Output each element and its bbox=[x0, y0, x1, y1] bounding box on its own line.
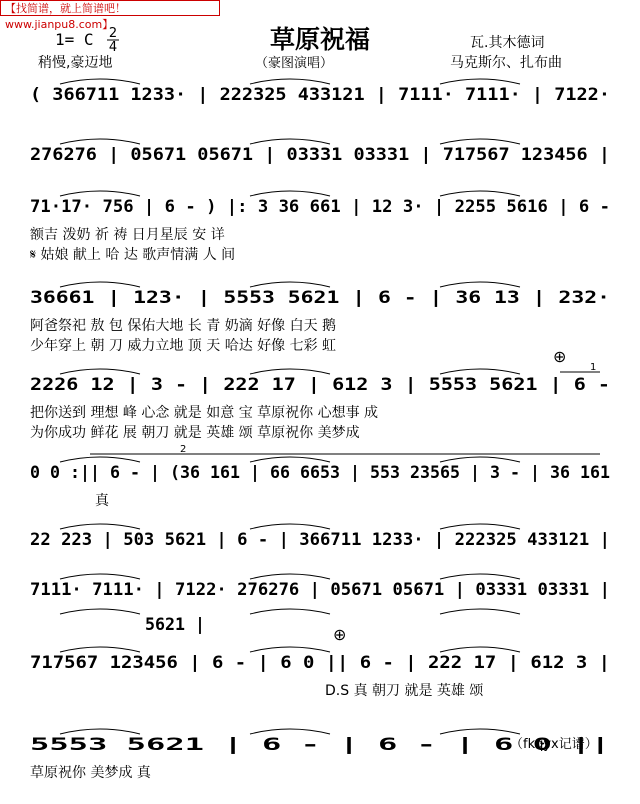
notation-row: ( 366711 1233· | 222325 433121 | 7111· 7111· | 7122· bbox=[30, 85, 610, 105]
slur-arc bbox=[250, 369, 330, 374]
song-title: 草原祝福 bbox=[269, 25, 370, 54]
lyrics-verse-2: 𝄋 姑娘 献上 哈 达 歌声情满 人 间 bbox=[30, 247, 236, 263]
notation-row: 36661 | 123· | 5553 5621 | 6 - | 36 13 | 232· bbox=[30, 288, 610, 308]
notation-row: 2226 12 | 3 - | 222 17 | 612 3 | 5553 5621 | 6 - bbox=[30, 375, 610, 395]
lyrics-verse-1: 额吉 泼奶 祈 祷 日月星辰 安 详 bbox=[30, 227, 225, 243]
slur-arc bbox=[250, 609, 330, 614]
tempo-marking: 稍慢,豪迈地 bbox=[38, 55, 113, 71]
volta-1: 1 bbox=[590, 362, 597, 373]
lyrics-verse-1: 真 bbox=[95, 493, 109, 509]
notation-row: 5553 5621 | 6 - | 6 - | 6 0 || bbox=[30, 735, 610, 755]
site-banner[interactable]: 【找简谱，就上简谱吧！www.jianpu8.com】 bbox=[0, 0, 220, 16]
volta-2: 2 bbox=[180, 444, 187, 455]
slur-arc bbox=[250, 139, 330, 144]
lyrics-verse-2: 少年穿上 朝 刀 威力立地 顶 天 哈达 好像 七彩 虹 bbox=[30, 338, 337, 354]
slur-arc bbox=[250, 282, 330, 287]
lyrics-verse-1: 草原祝你 美梦成 真 bbox=[30, 765, 151, 781]
time-sig-top: 2 bbox=[108, 26, 118, 41]
slur-arc bbox=[60, 524, 140, 529]
slur-arc bbox=[440, 647, 520, 652]
slur-arc bbox=[60, 282, 140, 287]
notation-row: 717567 123456 | 6 - | 6 0 || 6 - | 222 17 | 612 3 | bbox=[30, 653, 610, 673]
notation-row: 0 0 :|| 6 - | (36 161 | 66 6653 | 553 23565 | 3 - | 36 161 bbox=[30, 463, 610, 483]
slur-arc bbox=[60, 729, 140, 734]
slur-arc bbox=[250, 79, 330, 84]
slur-arc bbox=[250, 524, 330, 529]
slur-arc bbox=[250, 729, 330, 734]
slur-arc bbox=[60, 574, 140, 579]
notation-row: 276276 | 05671 05671 | 03331 03331 | 717567 123456 | bbox=[30, 145, 610, 165]
lyrics-verse-1: 阿爸祭祀 敖 包 保佑大地 长 青 奶滴 好像 白天 鹅 bbox=[30, 318, 337, 334]
notation-row: 22 223 | 503 5621 | 6 - | 366711 1233· | 222325 433121 | bbox=[30, 530, 610, 550]
slur-arc bbox=[440, 609, 520, 614]
slur-arc bbox=[60, 457, 140, 462]
slur-arc bbox=[440, 729, 520, 734]
slur-arc bbox=[440, 139, 520, 144]
slur-arc bbox=[60, 647, 140, 652]
slur-arc bbox=[60, 609, 140, 614]
slur-arc bbox=[440, 369, 520, 374]
coda-symbol-1: ⊕ bbox=[553, 347, 567, 366]
lyrics-verse-1: 把你送到 理想 峰 心念 就是 如意 宝 草原祝你 心想事 成 bbox=[30, 405, 379, 421]
time-sig-bottom: 4 bbox=[108, 40, 118, 55]
slur-arc bbox=[60, 369, 140, 374]
slur-arc bbox=[60, 79, 140, 84]
slur-arc bbox=[60, 191, 140, 196]
slur-arc bbox=[440, 457, 520, 462]
notation-row: 5621 | bbox=[145, 615, 205, 635]
notation-row: 71·17· 756 | 6 - ) |: 3 36 661 | 12 3· | 2255 5616 | 6 - bbox=[30, 197, 610, 217]
notation-row: 7111· 7111· | 7122· 276276 | 05671 05671 | 03331 03331 | bbox=[30, 580, 610, 600]
lyrics-verse-2: 为你成功 鲜花 展 朝刀 就是 英雄 颂 草原祝你 美梦成 bbox=[30, 425, 360, 441]
slur-arc bbox=[440, 282, 520, 287]
slur-arc bbox=[440, 79, 520, 84]
slur-arc bbox=[250, 574, 330, 579]
performer: （豪图演唱） bbox=[255, 56, 334, 71]
slur-arc bbox=[440, 574, 520, 579]
composer: 马克斯尔、扎布曲 bbox=[450, 55, 562, 71]
slur-arc bbox=[250, 191, 330, 196]
coda-symbol-2: ⊕ bbox=[333, 625, 347, 644]
lyrics-verse-1: D.S 真 朝刀 就是 英雄 颂 bbox=[325, 683, 484, 699]
slur-arc bbox=[60, 139, 140, 144]
slur-arc bbox=[440, 524, 520, 529]
key-signature: 1= C bbox=[55, 30, 94, 49]
slur-arc bbox=[250, 647, 330, 652]
slur-arc bbox=[440, 191, 520, 196]
lyricist: 瓦.其木德词 bbox=[470, 35, 545, 51]
slur-arc bbox=[250, 457, 330, 462]
credit: （fkqyx记谱） bbox=[510, 737, 598, 752]
